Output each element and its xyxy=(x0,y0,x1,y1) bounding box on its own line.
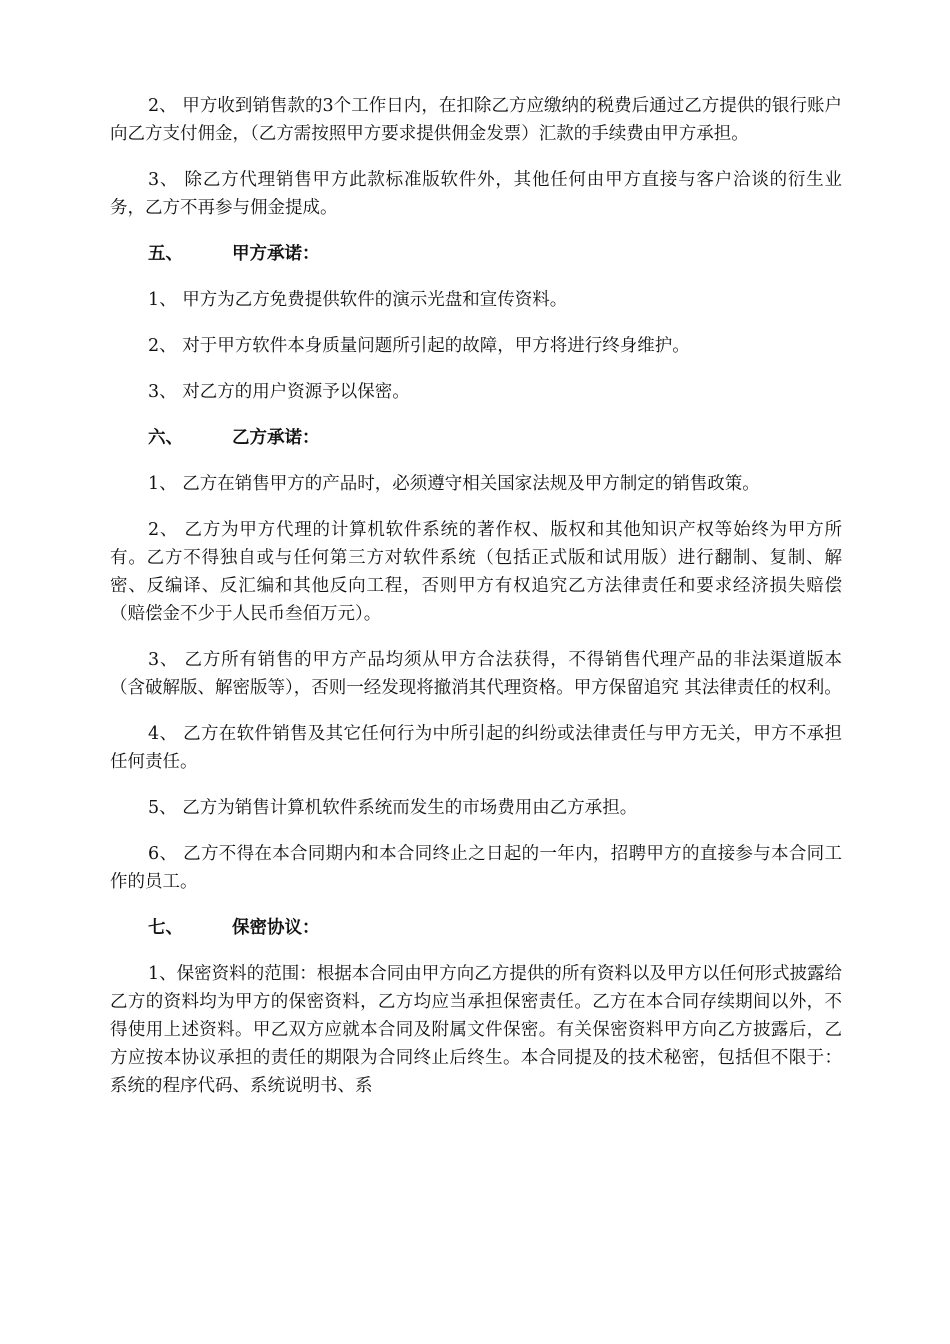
section6-item-6: 6、 乙方不得在本合同期内和本合同终止之日起的一年内，招聘甲方的直接参与本合同工作的员工。 xyxy=(110,844,842,892)
section7-item-1: 1、保密资料的范围：根据本合同由甲方向乙方提供的所有资料以及甲方以任何形式披露给乙方的资料均为甲方的保密资料，乙方均应当承担保密责任。乙方在本合同存续期间以外，不得使用上述资料。甲乙双方应就本合同及附属文件保密。有关保密资料甲方向乙方披露后，乙方应按本协议承担的责任的期限为合同终止后终生。本合同提及的技术秘密，包括但不限于：系统的程序代码、系统说明书、系 xyxy=(110,964,842,1096)
section5-heading xyxy=(148,240,842,268)
section6-title: 乙方承诺： xyxy=(232,428,320,448)
document-page xyxy=(110,92,842,1118)
section6-number: 六、 xyxy=(148,428,183,448)
section6-item-4: 4、 乙方在软件销售及其它任何行为中所引起的纠纷或法律责任与甲方无关，甲方不承担任何责任。 xyxy=(110,724,842,772)
section6-item-5: 5、 乙方为销售计算机软件系统而发生的市场费用由乙方承担。 xyxy=(148,798,638,818)
section7-number: 七、 xyxy=(148,918,183,938)
section7-title: 保密协议： xyxy=(232,918,320,938)
section4-item-3: 3、 除乙方代理销售甲方此款标准版软件外，其他任何由甲方直接与客户洽谈的衍生业务，乙方不再参与佣金提成。 xyxy=(110,170,842,218)
section7-heading xyxy=(148,914,842,942)
section5-number: 五、 xyxy=(148,244,183,264)
section6-heading xyxy=(148,424,842,452)
section5-title: 甲方承诺： xyxy=(232,244,320,264)
section6-item-1: 1、 乙方在销售甲方的产品时，必须遵守相关国家法规及甲方制定的销售政策。 xyxy=(148,474,760,494)
section6-item-3: 3、 乙方所有销售的甲方产品均须从甲方合法获得，不得销售代理产品的非法渠道版本（含破解版、解密版等），否则一经发现将撤消其代理资格。甲方保留追究 其法律责任的权利。 xyxy=(110,650,842,698)
section5-item-3: 3、 对乙方的用户资源予以保密。 xyxy=(148,382,410,402)
section6-item-2: 2、 乙方为甲方代理的计算机软件系统的著作权、版权和其他知识产权等始终为甲方所有。乙方不得独自或与任何第三方对软件系统（包括正式版和试用版）进行翻制、复制、解密、反编译、反汇编和其他反向工程，否则甲方有权追究乙方法律责任和要求经济损失赔偿（赔偿金不少于人民币叁佰万元）。 xyxy=(110,520,842,624)
section4-item-2: 2、 甲方收到销售款的3个工作日内，在扣除乙方应缴纳的税费后通过乙方提供的银行账户向乙方支付佣金，（乙方需按照甲方要求提供佣金发票）汇款的手续费由甲方承担。 xyxy=(110,96,842,144)
section5-item-1: 1、 甲方为乙方免费提供软件的演示光盘和宣传资料。 xyxy=(148,290,568,310)
section5-item-2: 2、 对于甲方软件本身质量问题所引起的故障，甲方将进行终身维护。 xyxy=(148,336,690,356)
